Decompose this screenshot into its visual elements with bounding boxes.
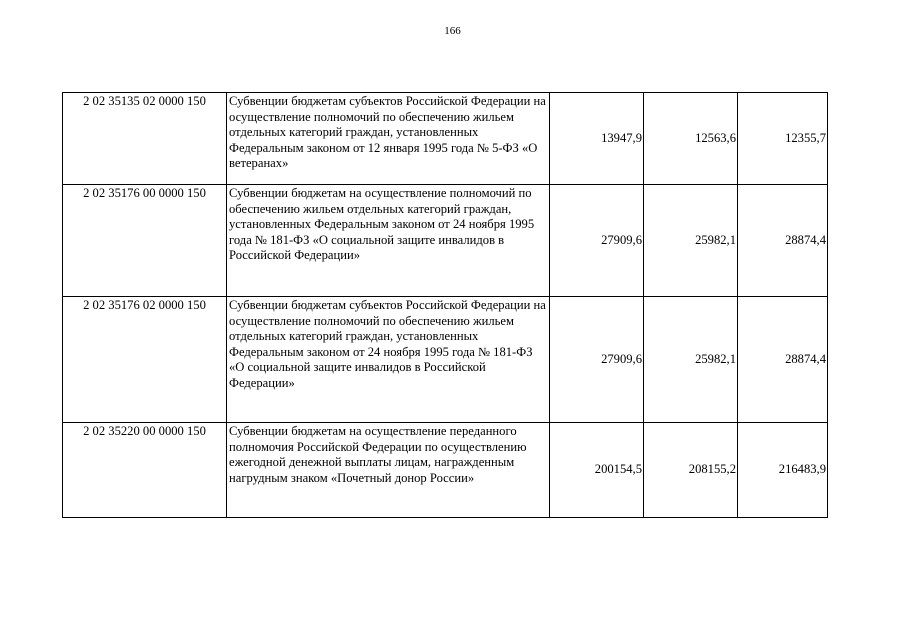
value-year-3-cell: 28874,4 xyxy=(738,185,828,297)
value-year-1-cell: 27909,6 xyxy=(550,185,644,297)
budget-code-cell: 2 02 35176 02 0000 150 xyxy=(63,297,227,423)
table-row xyxy=(63,297,828,423)
description-text: Субвенции бюджетам субъектов Российской Федерации на осуществление полномочий по обеспечению жильем отдельных категорий граждан, установленных Федеральным законом от 12 января 1995 года № 5-ФЗ «О ветеранах» xyxy=(229,94,546,171)
description-text: Субвенции бюджетам на осуществление полномочий по обеспечению жильем отдельных категорий граждан, установленных Федеральным законом от 24 ноября 1995 года № 181-ФЗ «О социальной защите инвалидов в Российской Федерации» xyxy=(229,186,535,263)
value-year-1-cell: 27909,6 xyxy=(550,297,644,423)
description-cell xyxy=(227,93,550,185)
value-year-2-cell: 25982,1 xyxy=(644,297,738,423)
value-year-3-cell: 12355,7 xyxy=(738,93,828,185)
description-text: Субвенции бюджетам на осуществление переданного полномочия Российской Федерации по осуществлению ежегодной денежной выплаты лицам, награжденным нагрудным знаком «Почетный донор России» xyxy=(229,424,527,485)
table-row xyxy=(63,93,828,185)
description-cell xyxy=(227,297,550,423)
table-row xyxy=(63,423,828,518)
value-year-1-cell: 13947,9 xyxy=(550,93,644,185)
value-year-3-cell: 216483,9 xyxy=(738,423,828,518)
value-year-2-cell: 208155,2 xyxy=(644,423,738,518)
value-year-3-cell: 28874,4 xyxy=(738,297,828,423)
budget-code-cell: 2 02 35176 00 0000 150 xyxy=(63,185,227,297)
budget-code-cell: 2 02 35220 00 0000 150 xyxy=(63,423,227,518)
description-text: Субвенции бюджетам субъектов Российской Федерации на осуществление полномочий по обеспечению жильем отдельных категорий граждан, установленных Федеральным законом от 24 ноября 1995 года № 181-ФЗ «О социальной защите инвалидов в Российской Федерации» xyxy=(229,298,546,390)
value-year-1-cell: 200154,5 xyxy=(550,423,644,518)
page-number: 166 xyxy=(444,25,461,37)
value-year-2-cell: 25982,1 xyxy=(644,185,738,297)
budget-revenue-table xyxy=(62,92,828,518)
value-year-2-cell: 12563,6 xyxy=(644,93,738,185)
table-row xyxy=(63,185,828,297)
description-cell xyxy=(227,423,550,518)
budget-code-cell: 2 02 35135 02 0000 150 xyxy=(63,93,227,185)
description-cell xyxy=(227,185,550,297)
